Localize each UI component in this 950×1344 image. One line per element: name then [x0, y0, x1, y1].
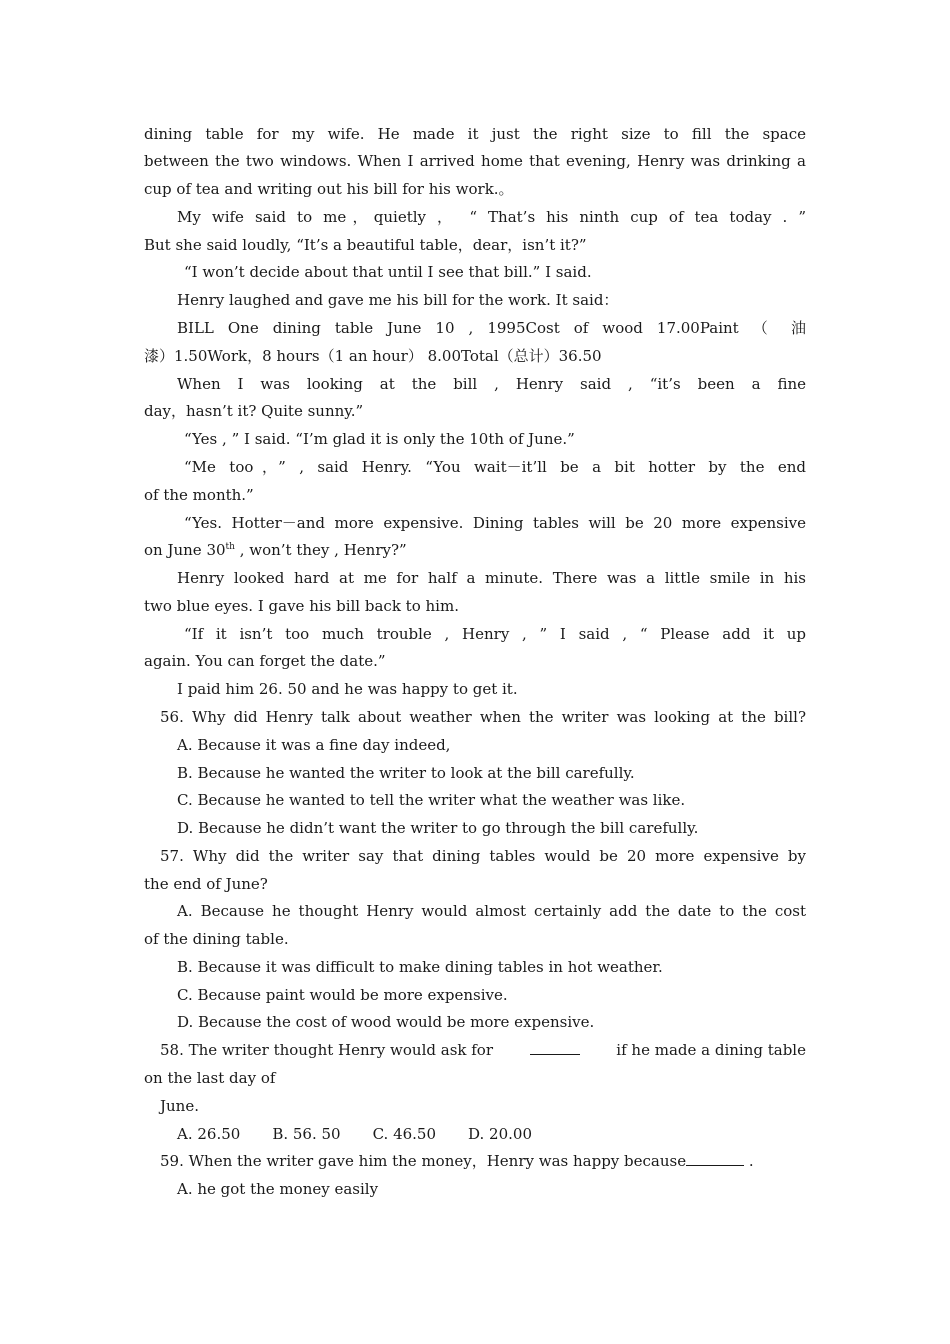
passage-line: of the month.”	[144, 486, 254, 504]
question-57-option-d: D. Because the cost of wood would be more expensive.	[177, 1013, 595, 1031]
passage-line: day，hasn’t it? Quite sunny.”	[144, 402, 364, 420]
question-58-stem	[160, 1040, 806, 1060]
passage-line: My wife said to me，quietly ， “ That’s his ninth cup of tea today . ”	[177, 208, 806, 226]
passage-line: between the two windows. When I arrived home that evening, Henry was drinking a	[144, 152, 806, 170]
question-57-option-c: C. Because paint would be more expensive.	[177, 986, 508, 1004]
passage-line: When I was looking at the bill , Henry said , “it’s been a fine	[177, 375, 806, 393]
question-58-stem: June.	[160, 1097, 199, 1115]
question-58-stem-text: if he made a dining table	[616, 1041, 806, 1059]
passage-line: again. You can forget the date.”	[144, 652, 386, 670]
question-59-stem-end: .	[744, 1152, 754, 1170]
passage-line: “Yes. Hotter－and more expensive. Dining tables will be 20 more expensive	[184, 514, 806, 532]
question-58-stem-text: 58. The writer thought Henry would ask for	[160, 1041, 494, 1059]
question-56-option-c: C. Because he wanted to tell the writer what the weather was like.	[177, 791, 686, 809]
question-58-option-b: B. 56. 50	[272, 1125, 341, 1143]
question-58-stem: on the last day of	[144, 1069, 276, 1087]
question-58-option-c: C. 46.50	[372, 1125, 437, 1143]
passage-line: I paid him 26. 50 and he was happy to get it.	[177, 680, 518, 698]
bill-line: 漆）1.50Work，8 hours（1 an hour） 8.00Total（总计）36.50	[144, 347, 602, 365]
passage-text: on June 30	[144, 541, 226, 559]
question-57-option-a: A. Because he thought Henry would almost certainly add the date to the cost	[177, 902, 806, 920]
question-58-option-d: D. 20.00	[468, 1125, 532, 1143]
passage-line: “Me too，” , said Henry. “You wait－it’ll be a bit hotter by the end	[184, 458, 806, 476]
question-56-option-b: B. Because he wanted the writer to look at the bill carefully.	[177, 764, 635, 782]
question-58-options	[177, 1124, 806, 1144]
passage-line: “If it isn’t too much trouble , Henry , ” I said , “ Please add it up	[184, 625, 806, 643]
question-57-option-a: of the dining table.	[144, 930, 289, 948]
question-59-option-a: A. he got the money easily	[177, 1180, 379, 1198]
question-58-option-a: A. 26.50	[177, 1125, 241, 1143]
answer-blank	[686, 1151, 744, 1166]
passage-line: Henry looked hard at me for half a minute. There was a little smile in his	[177, 569, 806, 587]
question-56-option-a: A. Because it was a fine day indeed,	[177, 736, 451, 754]
question-59-stem-text: 59. When the writer gave him the money，Henry was happy because	[160, 1152, 687, 1170]
passage-line: Henry laughed and gave me his bill for the work. It said：	[177, 291, 619, 309]
question-56-stem: 56. Why did Henry talk about weather when the writer was looking at the bill?	[160, 708, 806, 726]
ordinal-suffix: th	[225, 542, 235, 552]
passage-line: two blue eyes. I gave his bill back to him.	[144, 597, 459, 615]
question-59-stem	[160, 1151, 806, 1171]
question-57-option-b: B. Because it was difficult to make dining tables in hot weather.	[177, 958, 663, 976]
passage-line: dining table for my wife. He made it just the right size to fill the space	[144, 125, 806, 143]
passage-line: “Yes , ” I said. “I’m glad it is only the 10th of June.”	[184, 430, 575, 448]
question-57-stem: the end of June?	[144, 875, 268, 893]
passage-line	[144, 540, 806, 560]
bill-line: BILL One dining table June 10 , 1995Cost of wood 17.00Paint （ 油	[177, 319, 806, 337]
question-57-stem: 57. Why did the writer say that dining tables would be 20 more expensive by	[160, 847, 806, 865]
question-56-option-d: D. Because he didn’t want the writer to go through the bill carefully.	[177, 819, 699, 837]
passage-text: , won’t they , Henry?”	[234, 541, 407, 559]
answer-blank	[530, 1040, 580, 1055]
passage-line: “I won’t decide about that until I see that bill.” I said.	[184, 263, 592, 281]
passage-line: But she said loudly, “It’s a beautiful table，dear，isn’t it?”	[144, 236, 587, 254]
passage-line: cup of tea and writing out his bill for his work.。	[144, 180, 514, 198]
